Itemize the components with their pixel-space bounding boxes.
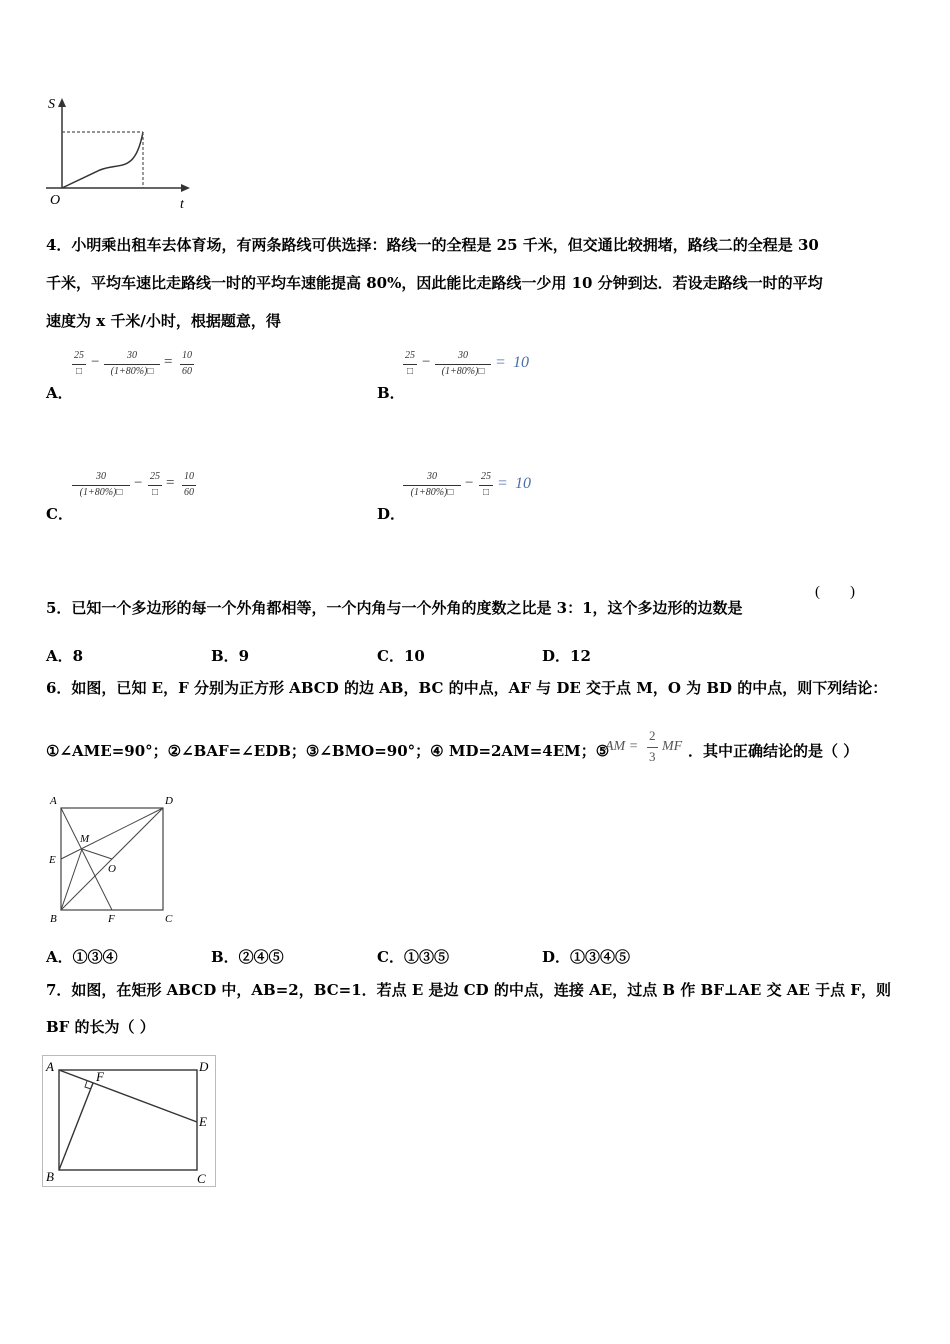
frac-den: 60 <box>182 366 192 377</box>
q4-line2: 千米，平均车速比走路线一时的平均车速能提高 80%，因此能比走路线一少用 10 分钟到达．若设走路线一时的平均 <box>46 274 823 292</box>
frac-den: □ <box>482 487 490 498</box>
q6-option-a[interactable]: A．①③④ <box>46 948 118 966</box>
q7-line1: 7．如图，在矩形 ABCD 中，AB=2，BC=1．若点 E 是边 CD 的中点，连接 AE，过点 B 作 BF⊥AE 交 AE 于点 F，则 <box>46 981 891 999</box>
frac-num: 10 <box>184 471 194 482</box>
frac-den: □ <box>75 366 83 377</box>
formula-den: 3 <box>649 749 656 764</box>
frac-num: 30 <box>127 350 137 361</box>
q4-option-c[interactable] <box>46 469 286 529</box>
q5-option-d[interactable]: D．12 <box>542 647 591 665</box>
minus-sign: − <box>422 354 431 370</box>
q4-option-b[interactable] <box>377 348 617 408</box>
frac-num: 30 <box>96 471 106 482</box>
frac-num: 25 <box>481 471 491 482</box>
frac-den: 60 <box>184 487 194 498</box>
q5-option-b[interactable]: B．9 <box>211 647 250 665</box>
q6-line1: 6．如图，已知 E，F 分别为正方形 ABCD 的边 AB，BC 的中点，AF 与 DE 交于点 M，O 为 BD 的中点，则下列结论： <box>46 679 888 697</box>
q6-option-d[interactable]: D．①③④⑤ <box>542 948 631 966</box>
formula-right: MF <box>662 739 683 754</box>
q5-option-a[interactable]: A．8 <box>46 647 84 665</box>
rhs-value: 10 <box>513 354 529 371</box>
formula-num: 2 <box>649 728 656 743</box>
point-f-label: F <box>108 913 115 925</box>
frac-num: 25 <box>74 350 84 361</box>
q4-line1: 4．小明乘出租车去体育场，有两条路线可供选择：路线一的全程是 25 千米，但交通比较拥堵，路线二的全程是 30 <box>46 236 819 254</box>
distance-time-graph <box>40 92 200 214</box>
frac-num: 25 <box>150 471 160 482</box>
equals-sign: = <box>495 354 506 371</box>
minus-sign: − <box>134 475 143 491</box>
frac-den: □ <box>151 487 159 498</box>
vertex-d-label: D <box>199 1059 209 1074</box>
equals-sign: = <box>497 475 508 492</box>
option-label: D． <box>377 505 406 523</box>
s-label: S <box>48 97 55 112</box>
vertex-b-label: B <box>50 913 57 925</box>
option-label: A． <box>46 384 73 402</box>
q7-line2: BF 的长为（ ） <box>46 1018 155 1036</box>
frac-num: 10 <box>182 350 192 361</box>
q5-option-c[interactable]: C．10 <box>377 647 425 665</box>
frac-num: 30 <box>458 350 468 361</box>
frac-den: (1+80%)□ <box>441 366 485 377</box>
vertex-c-label: C <box>197 1171 206 1186</box>
t-label: t <box>180 197 184 212</box>
q7-rectangle-figure <box>42 1055 218 1191</box>
q6-option-b[interactable]: B．②④⑤ <box>211 948 284 966</box>
q4-option-d[interactable] <box>377 469 617 529</box>
point-e-label: E <box>199 1114 207 1129</box>
frac-num: 30 <box>427 471 437 482</box>
frac-num: 25 <box>405 350 415 361</box>
equals-sign: = <box>164 354 173 370</box>
vertex-a-label: A <box>46 1059 54 1074</box>
q6-line2-end: ．其中正确结论的是（ ） <box>688 742 859 760</box>
frac-den: (1+80%)□ <box>110 366 154 377</box>
q5-text: 5．已知一个多边形的每一个外角都相等，一个内角与一个外角的度数之比是 3：1，这个多边形的边数是 <box>46 599 743 617</box>
vertex-a-label: A <box>50 795 57 807</box>
option-label: C． <box>46 505 73 523</box>
q6-option-c[interactable]: C．①③⑤ <box>377 948 449 966</box>
q6-square-figure <box>44 792 184 926</box>
s-axis-arrow <box>58 98 66 107</box>
vertex-b-label: B <box>46 1169 54 1184</box>
minus-sign: − <box>465 475 474 491</box>
q4-option-a[interactable] <box>46 348 286 408</box>
q6-line2: ①∠AME=90°；②∠BAF=∠EDB；③∠BMO=90°；④ MD=2AM=4EM；⑤ <box>46 742 610 760</box>
point-m-label: M <box>80 833 90 845</box>
option-label: B． <box>377 384 405 402</box>
t-axis-arrow <box>181 184 190 192</box>
frac-den: (1+80%)□ <box>79 487 123 498</box>
equals-sign: = <box>166 475 175 491</box>
point-f-label: F <box>96 1069 104 1084</box>
q4-line3: 速度为 x 千米/小时，根据题意，得 <box>46 312 281 330</box>
q5-answer-paren: ( ) <box>815 584 855 600</box>
frac-den: □ <box>406 366 414 377</box>
vertex-d-label: D <box>165 795 173 807</box>
rhs-value: 10 <box>515 475 531 492</box>
vertex-c-label: C <box>165 913 173 925</box>
o-label: O <box>50 193 61 208</box>
point-o-label: O <box>108 863 116 875</box>
point-e-label: E <box>49 854 56 866</box>
frac-den: (1+80%)□ <box>410 487 454 498</box>
formula-left: AM = <box>605 739 639 754</box>
minus-sign: − <box>91 354 100 370</box>
distance-curve <box>62 132 143 188</box>
